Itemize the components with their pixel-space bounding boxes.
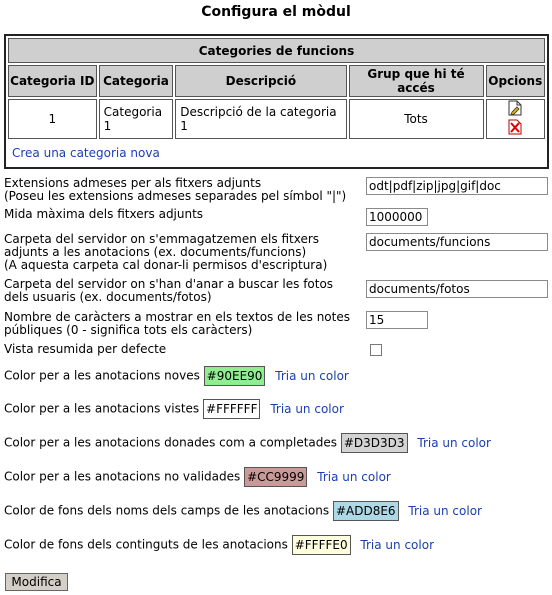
cell-group: Tots	[349, 99, 484, 139]
cell-category: Categoria 1	[99, 99, 174, 139]
color-new-label: Color per a les anotacions noves	[4, 368, 200, 383]
extensions-sublabel: (Poseu les extensions admeses separades pel símbol "|")	[4, 189, 347, 203]
color-row-field-names	[4, 500, 482, 522]
color-row-new	[4, 365, 349, 387]
categories-table	[4, 34, 549, 169]
page-title: Configura el mòdul	[201, 4, 351, 20]
server-folder-sublabel: (A aquesta carpeta cal donar-li permisos d'escriptura)	[4, 258, 328, 272]
delete-icon[interactable]	[508, 119, 522, 138]
header-group: Grup que hi té accés	[349, 65, 484, 97]
max-size-label: Mida màxima dels fitxers adjunts	[4, 207, 204, 221]
chars-label: Nombre de caràcters a mostrar en els textos de les notes públiques (0 - significa tots els caràcters)	[4, 310, 350, 337]
summary-view-checkbox[interactable]	[370, 344, 382, 356]
color-completed-label: Color per a les anotacions donades com a completades	[4, 435, 338, 450]
color-contents-label: Color de fons dels continguts de les anotacions	[4, 537, 288, 552]
create-category-cell	[8, 141, 545, 165]
cell-category-id: 1	[8, 99, 97, 139]
color-row-not-validated	[4, 466, 391, 488]
color-contents-pick-link[interactable]: Tria un color	[360, 537, 434, 552]
color-contents-input[interactable]: #FFFFE0	[292, 535, 351, 555]
chars-input[interactable]: 15	[366, 311, 428, 329]
header-category: Categoria	[99, 65, 174, 97]
photos-folder-input[interactable]: documents/fotos	[366, 280, 548, 298]
color-row-completed	[4, 432, 491, 454]
color-field-names-label: Color de fons dels noms dels camps de les anotacions	[4, 503, 330, 518]
color-new-input[interactable]: #90EE90	[204, 366, 266, 386]
color-row-seen	[4, 398, 344, 420]
summary-view-label: Vista resumida per defecte	[4, 342, 167, 356]
header-options: Opcions	[486, 65, 545, 97]
color-seen-input[interactable]: #FFFFFF	[203, 399, 260, 419]
server-folder-label: Carpeta del servidor on s'emmagatzemen els fitxers adjunts a les anotacions (ex. documents/funcions)	[4, 232, 320, 259]
modify-button[interactable]: Modifica	[5, 573, 68, 591]
cell-description: Descripció de la categoria 1	[175, 99, 346, 139]
server-folder-input[interactable]: documents/funcions	[366, 233, 548, 251]
color-seen-pick-link[interactable]: Tria un color	[270, 401, 344, 416]
color-completed-input[interactable]: #D3D3D3	[341, 433, 408, 453]
color-row-contents	[4, 534, 434, 556]
header-category-id: Categoria ID	[8, 65, 97, 97]
cell-options	[486, 99, 545, 139]
color-completed-pick-link[interactable]: Tria un color	[417, 435, 491, 450]
create-category-link[interactable]: Crea una categoria nova	[12, 146, 160, 160]
edit-icon[interactable]	[508, 100, 522, 119]
color-not-validated-input[interactable]: #CC9999	[244, 467, 307, 487]
color-new-pick-link[interactable]: Tria un color	[275, 368, 349, 383]
color-not-validated-pick-link[interactable]: Tria un color	[317, 469, 391, 484]
extensions-label: Extensions admeses per als fitxers adjunts	[4, 176, 262, 190]
photos-folder-label: Carpeta del servidor on s'han d'anar a buscar les fotos dels usuaris (ex. documents/fotos)	[4, 277, 334, 304]
color-not-validated-label: Color per a les anotacions no validades	[4, 469, 241, 484]
color-field-names-input[interactable]: #ADD8E6	[333, 501, 399, 521]
table-caption: Categories de funcions	[8, 38, 545, 63]
color-seen-label: Color per a les anotacions vistes	[4, 401, 200, 416]
max-size-input[interactable]: 1000000	[366, 208, 428, 226]
table-row	[8, 99, 545, 139]
header-description: Descripció	[175, 65, 346, 97]
extensions-input[interactable]: odt|pdf|zip|jpg|gif|doc	[366, 177, 548, 195]
color-field-names-pick-link[interactable]: Tria un color	[408, 503, 482, 518]
